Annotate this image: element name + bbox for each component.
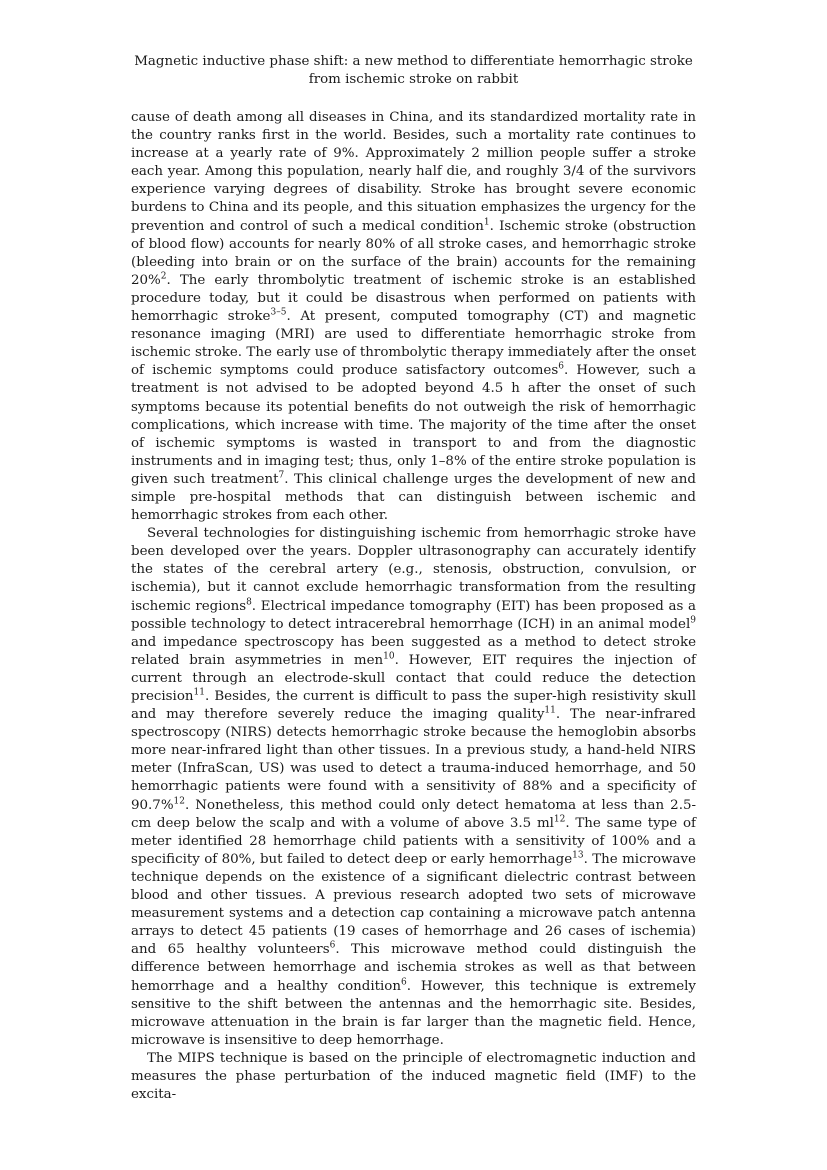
- citation-ref: 12: [173, 796, 185, 807]
- running-title-line-1: Magnetic inductive phase shift: a new method to differentiate hemorrhagic stroke: [134, 54, 693, 69]
- text-run: . The near-infrared spectroscopy (NIRS) detects hemorrhagic stroke because the hemoglobin absorbs more near-infrared light than other tissues. In a previous study, a hand-held NIRS meter (InfraScan, US) was used to detect a trauma-induced hemorrhage, and 50 hemorrhagic patients were found with a sensitivity of 88% and a specificity of 90.7%: [131, 707, 697, 813]
- text-run: and impedance spectroscopy has been suggested as a method to detect stroke related brain asymmetries in men: [131, 634, 696, 668]
- citation-ref: 13: [572, 850, 584, 861]
- paragraph-1: [131, 109, 696, 525]
- text-run: . The microwave technique depends on the existence of a significant dielectric contrast between blood and other tissues. A previous research adopted two sets of microwave measurement systems and a detection cap containing a microwave patch antenna arrays to detect 45 patients (19 cases of hemorrhage and 26 cases of ischemia) and 65 healthy volunteers: [131, 851, 696, 958]
- citation-ref: 12: [553, 814, 566, 825]
- citation-ref: 6: [400, 977, 407, 988]
- text-run: . However, such a treatment is not advised to be adopted beyond 4.5 h after the onset of such symptoms because its potential benefits do not outweigh the risk of hemorrhagic complications, which increase with time. The majority of the time after the onset of ischemic symptoms is wasted in transport to and from the diagnostic instruments and in imaging test; thus, only 1–8% of the entire stroke population is given such treatment: [131, 363, 697, 487]
- text-run: . Ischemic stroke (obstruction of blood flow) accounts for nearly 80% of all stroke cases, and hemorrhagic stroke (bleeding into brain or on the surface of the brain) accounts for the remaining 20%: [131, 218, 696, 288]
- citation-ref: 10: [383, 651, 395, 662]
- text-run: . At present, computed tomography (CT) and magnetic resonance imaging (MRI) are used to differentiate hemorrhagic stroke from ischemic stroke. The early use of thrombolytic therapy immediately after the onset of ischemic symptoms could produce satisfactory outcomes: [131, 309, 696, 379]
- text-run: . However, this technique is extremely sensitive to the shift between the antennas and the hemorrhagic site. Besides, microwave attenuation in the brain is far larger than the magnetic field. Hence, microwave is insensitive to deep hemorrhage.: [131, 978, 696, 1048]
- citation-ref: 3–5: [270, 307, 287, 318]
- citation-ref: 2: [160, 271, 167, 282]
- text-run: . Besides, the current is difficult to pass the super-high resistivity skull and may therefore severely reduce the imaging quality: [131, 689, 696, 723]
- citation-ref: 9: [690, 615, 696, 626]
- text-run: . Nonetheless, this method could only detect hematoma at less than 2.5-cm deep below the scalp and with a volume of above 3.5 ml: [131, 797, 696, 831]
- text-run: . Electrical impedance tomography (EIT) has been proposed as a possible technology to detect intracerebral hemorrhage (ICH) in an animal model: [131, 598, 696, 632]
- text-run: . This clinical challenge urges the development of new and simple pre-hospital methods that can distinguish between ischemic and hemorrhagic strokes from each other.: [131, 471, 696, 524]
- text-run: . This microwave method could distinguish the difference between hemorrhage and ischemia strokes as well as that between hemorrhage and a healthy condition: [131, 942, 696, 994]
- citation-ref: 8: [246, 597, 252, 608]
- running-title-line-2: from ischemic stroke on rabbit: [308, 72, 519, 87]
- citation-ref: 11: [193, 687, 205, 698]
- paragraph-2: [131, 525, 696, 1050]
- text-run: cause of death among all diseases in China, and its standardized mortality rate in the country ranks first in the world. Besides, such a mortality rate continues to increase at a yearly rate of 9%. Approximately 2 million people suffer a stroke each year. Among this population, nearly half die, and roughly 3/4 of the survivors experience varying degrees of disability. Stroke has brought severe economic burdens to China and its people, and this situation emphasizes the urgency for the prevention and control of such a medical condition: [131, 110, 696, 234]
- text-run: The MIPS technique is based on the principle of electromagnetic induction and measures the phase perturbation of the induced magnetic field (IMF) to the excita-: [131, 1050, 696, 1103]
- citation-ref: 1: [483, 217, 490, 228]
- page: [131, 53, 696, 1104]
- body-text: [131, 109, 696, 1104]
- citation-ref: 6: [558, 361, 564, 372]
- text-run: . The same type of meter identified 28 hemorrhage child patients with a sensitivity of 100% and a specificity of 80%, but failed to detect deep or early hemorrhage: [131, 815, 696, 867]
- citation-ref: 7: [278, 470, 285, 481]
- running-title: [131, 53, 696, 89]
- citation-ref: 11: [544, 705, 556, 716]
- text-run: . The early thrombolytic treatment of ischemic stroke is an established procedure today, but it could be disastrous when performed on patients with hemorrhagic stroke: [131, 272, 696, 325]
- text-run: Several technologies for distinguishing ischemic from hemorrhagic stroke have been developed over the years. Doppler ultrasonography can accurately identify the states of the cerebral artery (e.g., stenosis, obstruction, convulsion, or ischemia), but it cannot exclude hemorrhagic transformation from the resulting ischemic regions: [131, 526, 696, 614]
- paragraph-3: [131, 1050, 696, 1104]
- text-run: . However, EIT requires the injection of current through an electrode-skull contact that could reduce the detection precision: [131, 652, 696, 704]
- citation-ref: 6: [329, 940, 336, 951]
